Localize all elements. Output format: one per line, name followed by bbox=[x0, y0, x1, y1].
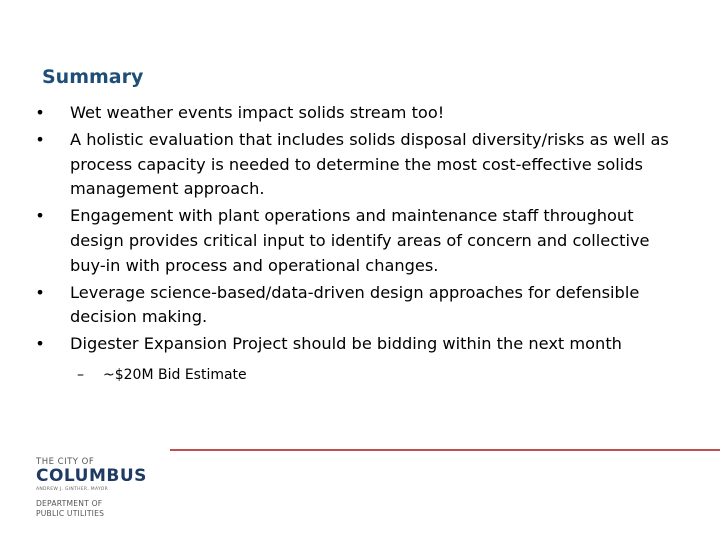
bullet-item bbox=[30, 101, 690, 126]
bullet-item bbox=[30, 281, 690, 331]
logo-line-city-of: THE CITY OF bbox=[36, 457, 95, 467]
logo-wordmark-text: COLUMBUS bbox=[36, 466, 147, 486]
logo-mayor-line: ANDREW J. GINTHER, MAYOR bbox=[36, 487, 109, 492]
bullet-item bbox=[30, 204, 690, 278]
logo-wordmark bbox=[36, 467, 146, 486]
sub-bullet-marker: – bbox=[77, 367, 84, 383]
footer-divider bbox=[170, 449, 720, 451]
bullet-marker: • bbox=[35, 206, 45, 226]
bullet-marker: • bbox=[35, 129, 45, 149]
bullet-text: Leverage science-based/data-driven design approaches for defensible decision making. bbox=[70, 282, 640, 327]
bullet-text: Digester Expansion Project should be bidding within the next month bbox=[70, 334, 622, 354]
bullet-item bbox=[30, 128, 690, 202]
bullet-marker: • bbox=[35, 103, 45, 122]
bullet-marker: • bbox=[35, 282, 45, 302]
bullet-text: A holistic evaluation that includes solids disposal diversity/risks as well as process capacity is needed to determine the most cost-effective solids management approach. bbox=[70, 129, 669, 199]
logo-department-line1: DEPARTMENT OF bbox=[36, 499, 103, 508]
bullet-text: Wet weather events impact solids stream too! bbox=[70, 103, 445, 122]
bullet-text: Engagement with plant operations and maintenance staff throughout design provides critical input to identify areas of concern and collective buy-in with process and operational changes. bbox=[70, 206, 650, 275]
slide-title: Summary bbox=[42, 66, 144, 88]
bullet-marker: • bbox=[35, 334, 45, 354]
bullet-list bbox=[30, 101, 690, 359]
sub-bullet bbox=[77, 365, 247, 385]
bullet-item bbox=[30, 332, 690, 357]
city-logo bbox=[36, 457, 146, 519]
logo-department-line2: PUBLIC UTILITIES bbox=[36, 509, 105, 518]
logo-department bbox=[36, 499, 146, 519]
sub-bullet-text: ~$20M Bid Estimate bbox=[103, 367, 247, 383]
